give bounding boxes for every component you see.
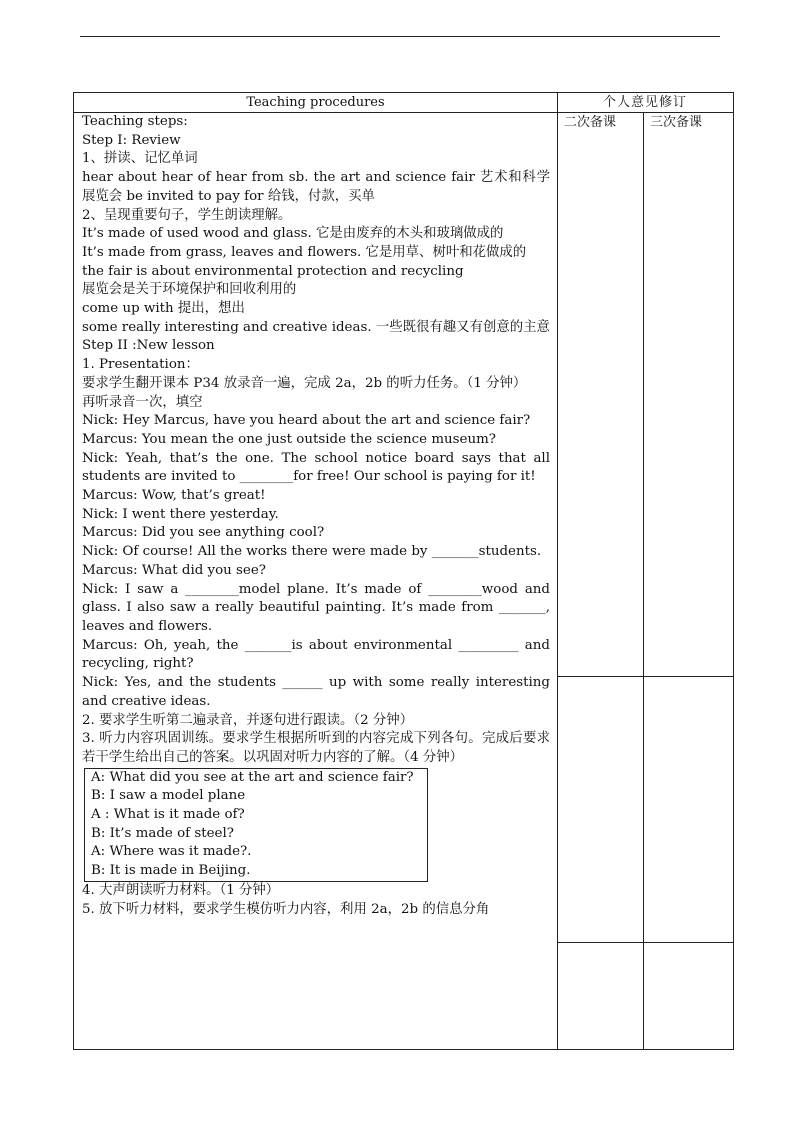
procedure-content (82, 113, 550, 919)
notes-row-divider (557, 942, 733, 943)
dialogue-line: Nick: Yeah, that’s the one. The school notice board says that all students are invited to ________for free! Our school is paying for it! (82, 450, 550, 485)
text-line: 4. 大声朗读听力材料。（1 分钟） (82, 882, 280, 898)
notes-row-divider (557, 676, 733, 677)
third-prep-label: 三次备课 (650, 115, 703, 130)
column-divider (557, 93, 558, 1049)
second-prep-label: 二次备课 (564, 115, 617, 130)
practice-line: A: What did you see at the art and science fair? (91, 769, 414, 785)
header-rule (80, 36, 720, 37)
procedures-header: Teaching procedures (246, 95, 385, 110)
column-divider (643, 112, 644, 1049)
text-line: come up with 提出，想出 (82, 301, 245, 317)
dialogue-line: Nick: Yes, and the students ______ up with some really interesting and creative ideas. (82, 675, 550, 709)
notes-header: 个人意见修订 (602, 95, 687, 110)
text-line: 1、拼读、记忆单词 (82, 151, 198, 167)
text-line: 3. 听力内容巩固训练。要求学生根据所听到的内容完成下列各句。完成后要求若干学生给出自己的答案。以巩固对听力内容的了解。（4 分钟） (82, 731, 550, 765)
text-line: It’s made of used wood and glass. 它是由废弃的木头和玻璃做成的 (82, 226, 504, 242)
practice-line: A: Where was it made?. (91, 844, 252, 860)
dialogue-line: Marcus: Wow, that’s great! (82, 488, 266, 504)
text-line: 2. 要求学生听第二遍录音，并逐句进行跟读。（2 分钟） (82, 712, 414, 728)
dialogue-line: Nick: Hey Marcus, have you heard about the art and science fair? (82, 413, 531, 429)
text-line: some really interesting and creative ideas. 一些既很有趣又有创意的主意 (82, 319, 550, 335)
text-line: 要求学生翻开课本 P34 放录音一遍，完成 2a，2b 的听力任务。（1 分钟） (82, 375, 527, 391)
practice-line: B: I saw a model plane (91, 788, 246, 804)
text-line: It’s made from grass, leaves and flowers. 它是用草、树叶和花做成的 (82, 244, 527, 260)
lesson-table (73, 92, 734, 1050)
step-heading: Step I: Review (82, 132, 181, 148)
text-line: hear about hear of hear from sb. the art and science fair 艺术和科学展览会 be invited to pay for 给钱，付款，买单 (82, 170, 550, 204)
dialogue-line: Marcus: You mean the one just outside the science museum? (82, 431, 496, 447)
dialogue-line: Nick: Of course! All the works there were made by _______students. (82, 544, 542, 560)
text-line: Teaching steps: (82, 114, 188, 129)
text-line: 5. 放下听力材料，要求学生模仿听力内容，利用 2a，2b 的信息分角 (82, 901, 490, 917)
text-line: 再听录音一次，填空 (82, 394, 203, 410)
step-heading: Step II :New lesson (82, 338, 215, 354)
dialogue-line: Nick: I went there yesterday. (82, 506, 279, 522)
dialogue-line: Marcus: Did you see anything cool? (82, 525, 325, 541)
text-line: 1. Presentation： (82, 357, 199, 373)
practice-line: B: It’s made of steel? (91, 825, 234, 841)
dialogue-line: Marcus: Oh, yeah, the _______is about environmental _________ and recycling, right? (82, 637, 550, 672)
text-line: 2、呈现重要句子，学生朗读理解。 (82, 207, 292, 223)
practice-line: B: It is made in Beijing. (91, 863, 251, 879)
dialogue-line: Nick: I saw a ________model plane. It’s made of ________wood and glass. I also saw a really beautiful painting. It’s made from _______, leaves and flowers. (82, 581, 550, 634)
practice-line: A : What is it made of? (91, 807, 245, 823)
text-line: 展览会是关于环境保护和回收利用的 (82, 282, 297, 298)
practice-dialogue-box (84, 768, 428, 882)
text-line: the fair is about environmental protection and recycling (82, 263, 464, 279)
dialogue-line: Marcus: What did you see? (82, 562, 266, 578)
